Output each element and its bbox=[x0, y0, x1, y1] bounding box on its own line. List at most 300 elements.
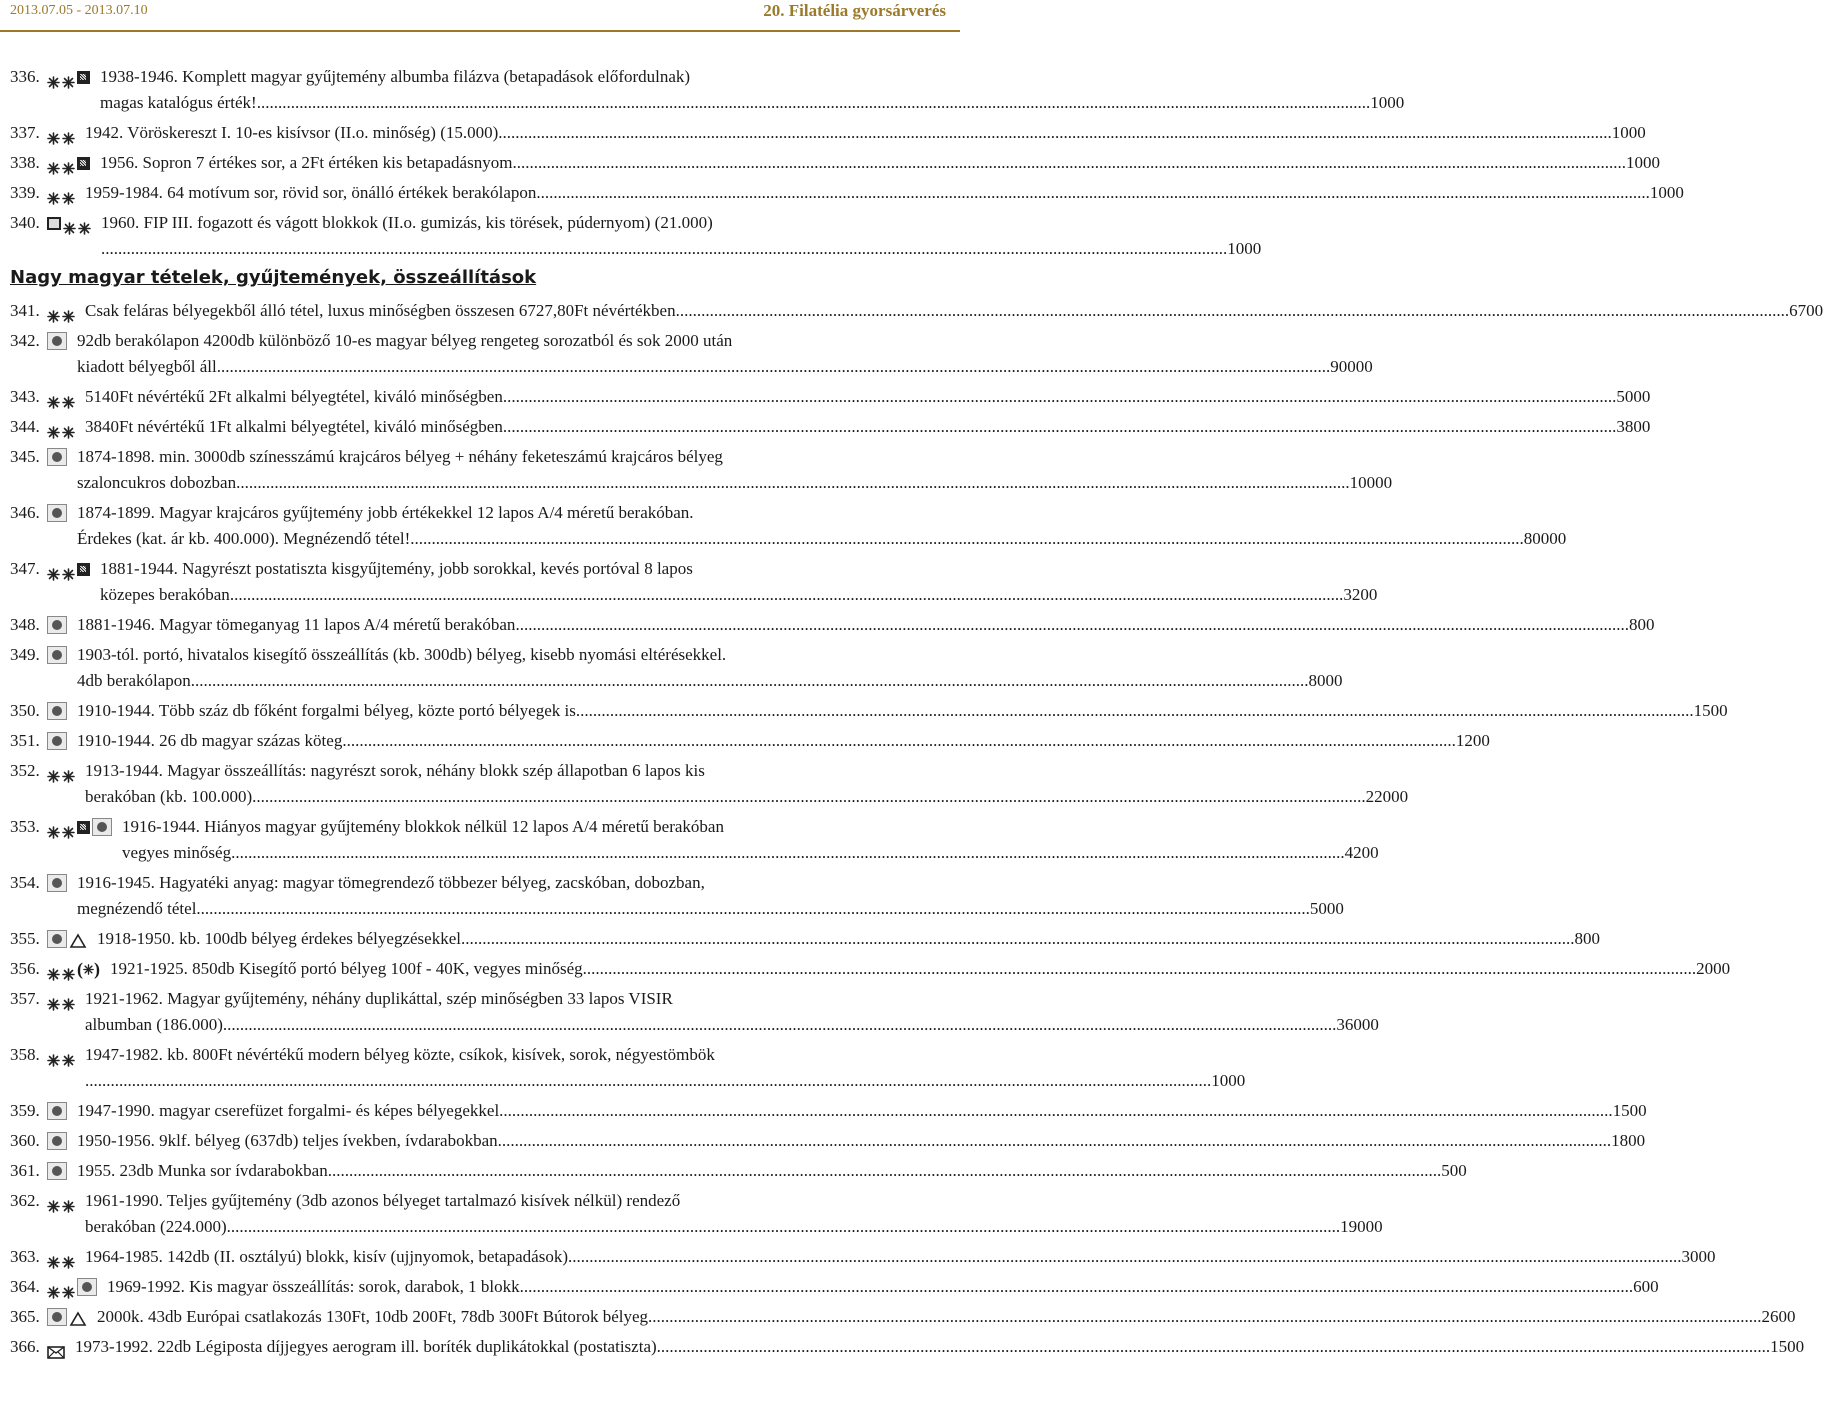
lot-entry bbox=[10, 814, 1379, 866]
description-line bbox=[85, 1188, 872, 1214]
lot-description bbox=[97, 926, 1600, 952]
lot-entry bbox=[10, 328, 1373, 380]
description-line bbox=[77, 354, 1373, 380]
mint-star-icon bbox=[47, 157, 60, 170]
dot-leader bbox=[342, 728, 1456, 754]
description-text: 1874-1898. min. 3000db színesszámú krajcáros bélyeg + néhány feketeszámú krajcáros bélyeg bbox=[77, 447, 723, 466]
starting-price: 500 bbox=[1441, 1161, 1467, 1180]
starting-price: 1000 bbox=[1625, 153, 1660, 172]
description-text: 1916-1944. Hiányos magyar gyűjtemény blokkok nélkül 12 lapos A/4 méretű berakóban bbox=[122, 817, 724, 836]
dot-leader bbox=[236, 470, 1350, 496]
mint-star-icon bbox=[62, 765, 75, 778]
mint-star-icon bbox=[47, 1195, 60, 1208]
starting-price: 5000 bbox=[1616, 387, 1651, 406]
condition-icons bbox=[47, 1274, 99, 1300]
description-line bbox=[77, 1158, 1467, 1184]
description-text: 1918-1950. kb. 100db bélyeg érdekes bélyegzésekkel bbox=[97, 929, 461, 948]
description-line bbox=[85, 384, 1651, 410]
dot-leader bbox=[195, 668, 1309, 694]
description-line bbox=[85, 414, 1651, 440]
lot-description bbox=[85, 180, 1684, 206]
condition-icons bbox=[47, 1098, 69, 1124]
description-text: szaloncukros dobozban bbox=[77, 473, 237, 492]
triangle-icon bbox=[69, 1309, 87, 1325]
lot-entry bbox=[10, 150, 1660, 176]
description-line bbox=[85, 1068, 1246, 1094]
lot-description bbox=[85, 384, 1651, 410]
mint-star-icon bbox=[47, 421, 60, 434]
description-text: 1956. Sopron 7 értékes sor, a 2Ft értéken kis betapadásnyom bbox=[100, 153, 513, 172]
mint-star-icon bbox=[62, 1195, 75, 1208]
condition-icons bbox=[47, 384, 77, 410]
description-text: 1903-tól. portó, hivatalos kisegítő összeállítás (kb. 300db) bélyeg, kisebb nyomási eltérésekkel. bbox=[77, 645, 727, 664]
mint-star-icon bbox=[47, 1281, 60, 1294]
description-line bbox=[77, 470, 1393, 496]
description-text: 2000k. 43db Európai csatlakozás 130Ft, 10db 200Ft, 78db 300Ft Bútorok bélyeg bbox=[97, 1307, 649, 1326]
envelope-icon bbox=[47, 1341, 65, 1354]
condition-icons bbox=[47, 642, 69, 668]
lot-number: 356. bbox=[10, 959, 40, 978]
lot-description bbox=[85, 986, 1379, 1038]
lot-number: 336. bbox=[10, 67, 40, 86]
description-text: 5140Ft névértékű 2Ft alkalmi bélyegtétel, kiváló minőségben bbox=[85, 387, 503, 406]
lot-description bbox=[75, 1334, 1805, 1360]
description-text: 1881-1946. Magyar tömeganyag 11 lapos A/4 méretű berakóban bbox=[77, 615, 516, 634]
description-line bbox=[77, 698, 1728, 724]
lot-number: 340. bbox=[10, 213, 40, 232]
used-stamp-icon bbox=[47, 646, 67, 664]
lot-number: 349. bbox=[10, 645, 40, 664]
condition-icons bbox=[47, 1158, 69, 1184]
description-text: ... bbox=[85, 1071, 98, 1090]
dot-leader bbox=[230, 582, 1344, 608]
starting-price: 2600 bbox=[1761, 1307, 1796, 1326]
used-stamp-icon bbox=[47, 1308, 67, 1326]
condition-icons bbox=[47, 150, 92, 176]
description-line bbox=[77, 642, 872, 668]
mint-star-icon bbox=[47, 563, 60, 576]
lot-description bbox=[77, 728, 1490, 754]
lot-number: 355. bbox=[10, 929, 40, 948]
lot-entry bbox=[10, 1128, 1646, 1154]
description-line bbox=[77, 668, 1343, 694]
lot-number: 350. bbox=[10, 701, 40, 720]
starting-price: 1200 bbox=[1455, 731, 1490, 750]
condition-icons bbox=[47, 1244, 77, 1270]
lot-number: 346. bbox=[10, 503, 40, 522]
dot-leader bbox=[657, 1334, 1771, 1360]
lot-number: 364. bbox=[10, 1277, 40, 1296]
starting-price: 19000 bbox=[1340, 1217, 1383, 1236]
description-line bbox=[77, 1098, 1647, 1124]
description-text: 1947-1990. magyar cserefüzet forgalmi- és képes bélyegekkel bbox=[77, 1101, 500, 1120]
lot-description bbox=[107, 1274, 1659, 1300]
lot-entry bbox=[10, 612, 1655, 638]
lot-list bbox=[10, 64, 1823, 1364]
used-stamp-icon bbox=[47, 1162, 67, 1180]
date-range: 2013.07.05 - 2013.07.10 bbox=[10, 3, 148, 18]
mint-star-icon bbox=[62, 821, 75, 834]
lot-number: 359. bbox=[10, 1101, 40, 1120]
description-line bbox=[77, 444, 872, 470]
description-text: 1910-1944. 26 db magyar százas köteg bbox=[77, 731, 343, 750]
description-line bbox=[85, 1042, 872, 1068]
mint-star-icon bbox=[47, 963, 60, 976]
description-line bbox=[97, 1304, 1796, 1330]
description-text: 1955. 23db Munka sor ívdarabokban bbox=[77, 1161, 328, 1180]
description-line bbox=[85, 1214, 1383, 1240]
description-text: 1969-1992. Kis magyar összeállítás: sorok, darabok, 1 blokk bbox=[107, 1277, 520, 1296]
description-text: albumban (186.000) bbox=[85, 1015, 223, 1034]
description-text: 1921-1962. Magyar gyűjtemény, néhány duplikáttal, szép minőségben 33 lapos VISIR bbox=[85, 989, 673, 1008]
description-line bbox=[77, 526, 1567, 552]
description-text: 1960. FIP III. fogazott és vágott blokkok (II.o. gumizás, kis törések, púdernyom) (21.000) bbox=[101, 213, 713, 232]
lot-entry bbox=[10, 210, 1262, 262]
triangle-icon bbox=[69, 931, 87, 947]
starting-price: 6700 bbox=[1789, 301, 1823, 320]
lot-number: 343. bbox=[10, 387, 40, 406]
mint-star-icon bbox=[62, 421, 75, 434]
starting-price: 10000 bbox=[1349, 473, 1393, 492]
used-stamp-icon bbox=[47, 616, 67, 634]
description-line bbox=[85, 758, 872, 784]
lot-number: 344. bbox=[10, 417, 40, 436]
hinged-box-icon bbox=[77, 157, 90, 170]
condition-icons bbox=[47, 1304, 89, 1330]
lot-number: 362. bbox=[10, 1191, 40, 1210]
mint-star-icon bbox=[62, 71, 75, 84]
lot-entry bbox=[10, 1158, 1467, 1184]
lot-entry bbox=[10, 444, 1393, 496]
starting-price: 8000 bbox=[1308, 671, 1343, 690]
starting-price: 22000 bbox=[1365, 787, 1409, 806]
dot-leader bbox=[568, 1244, 1682, 1270]
description-text: Csak feláras bélyegekből álló tétel, luxus minőségben összesen 6727,80Ft névértékben bbox=[85, 301, 676, 320]
description-line bbox=[100, 556, 872, 582]
header-divider bbox=[0, 30, 960, 32]
lot-description bbox=[97, 1304, 1796, 1330]
lot-description bbox=[101, 210, 1262, 262]
condition-icons bbox=[47, 926, 89, 952]
lot-number: 341. bbox=[10, 301, 40, 320]
starting-price: 3800 bbox=[1616, 417, 1651, 436]
dot-leader bbox=[498, 1128, 1612, 1154]
condition-icons bbox=[47, 814, 114, 840]
lot-entry bbox=[10, 180, 1684, 206]
lot-entry bbox=[10, 1098, 1647, 1124]
mint-star-icon bbox=[47, 1049, 60, 1062]
lot-number: 354. bbox=[10, 873, 40, 892]
dot-leader bbox=[512, 150, 1626, 176]
lot-description bbox=[122, 814, 1379, 866]
used-stamp-icon bbox=[47, 874, 67, 892]
mint-star-icon bbox=[63, 217, 76, 230]
dot-leader bbox=[648, 1304, 1762, 1330]
mint-star-icon bbox=[47, 187, 60, 200]
description-text: megnézendő tétel bbox=[77, 899, 197, 918]
mint-star-icon bbox=[62, 963, 75, 976]
description-line bbox=[75, 1334, 1805, 1360]
mint-star-icon bbox=[47, 71, 60, 84]
condition-icons bbox=[47, 956, 102, 982]
mint-star-icon bbox=[62, 391, 75, 404]
description-text: 4db berakólapon. bbox=[77, 671, 196, 690]
lot-number: 345. bbox=[10, 447, 40, 466]
description-text: 1961-1990. Teljes gyűjtemény (3db azonos bélyeget tartalmazó kisívek nélkül) rendező bbox=[85, 1191, 681, 1210]
lot-entry bbox=[10, 298, 1823, 324]
lot-description bbox=[77, 1158, 1467, 1184]
lot-description bbox=[110, 956, 1731, 982]
mint-star-icon bbox=[62, 305, 75, 318]
used-stamp-icon bbox=[47, 1132, 67, 1150]
condition-icons bbox=[47, 1128, 69, 1154]
section-heading: Nagy magyar tételek, gyűjtemények, összeállítások bbox=[10, 267, 537, 288]
dot-leader bbox=[328, 1158, 1442, 1184]
description-text: berakóban (224.000) bbox=[85, 1217, 227, 1236]
lot-number: 348. bbox=[10, 615, 40, 634]
description-text: 1910-1944. Több száz db főként forgalmi bélyeg, közte portó bélyegek is. bbox=[77, 701, 581, 720]
description-text: 1913-1944. Magyar összeállítás: nagyrészt sorok, néhány blokk szép állapotban 6 lapos kis bbox=[85, 761, 705, 780]
dot-leader bbox=[503, 384, 1617, 410]
hinged-box-icon bbox=[77, 821, 90, 834]
lot-description bbox=[77, 612, 1655, 638]
description-text: 1964-1985. 142db (II. osztályú) blokk, kisív (ujjnyomok, betapadások) bbox=[85, 1247, 569, 1266]
condition-icons bbox=[47, 728, 69, 754]
mint-star-icon bbox=[62, 993, 75, 1006]
lot-entry bbox=[10, 698, 1728, 724]
dot-leader bbox=[114, 236, 1228, 262]
description-text: kiadott bélyegből áll bbox=[77, 357, 217, 376]
description-text: 92db berakólapon 4200db különböző 10-es magyar bélyeg rengeteg sorozatból és sok 2000 után bbox=[77, 331, 733, 350]
lot-description bbox=[77, 1128, 1646, 1154]
lot-entry bbox=[10, 414, 1651, 440]
lot-description bbox=[85, 758, 1409, 810]
dot-leader bbox=[580, 698, 1694, 724]
lot-description bbox=[85, 414, 1651, 440]
used-stamp-icon bbox=[47, 332, 67, 350]
lot-entry bbox=[10, 1244, 1716, 1270]
lot-description bbox=[77, 500, 1567, 552]
dot-leader bbox=[227, 1214, 1341, 1240]
condition-icons bbox=[47, 64, 92, 90]
description-line bbox=[85, 180, 1684, 206]
lot-entry bbox=[10, 956, 1731, 982]
dot-leader bbox=[196, 896, 1310, 922]
description-text: ... bbox=[101, 239, 114, 258]
starting-price: 2000 bbox=[1696, 959, 1731, 978]
mint-star-icon bbox=[47, 1251, 60, 1264]
dot-leader bbox=[503, 414, 1617, 440]
lot-entry bbox=[10, 642, 1343, 694]
starting-price: 1000 bbox=[1370, 93, 1405, 112]
hinged-box-icon bbox=[77, 563, 90, 576]
lot-entry bbox=[10, 986, 1379, 1038]
lot-number: 366. bbox=[10, 1337, 40, 1356]
condition-icons bbox=[47, 1334, 67, 1360]
condition-icons bbox=[47, 120, 77, 146]
description-line bbox=[77, 728, 1490, 754]
condition-icons bbox=[47, 870, 69, 896]
starting-price: 4200 bbox=[1344, 843, 1379, 862]
description-line bbox=[77, 1128, 1646, 1154]
used-stamp-icon bbox=[47, 504, 67, 522]
dot-leader bbox=[98, 1068, 1212, 1094]
lot-entry bbox=[10, 1188, 1383, 1240]
mint-star-icon bbox=[62, 1251, 75, 1264]
lot-number: 352. bbox=[10, 761, 40, 780]
mint-star-icon bbox=[62, 1281, 75, 1294]
lot-entry bbox=[10, 120, 1646, 146]
condition-icons bbox=[47, 444, 69, 470]
description-line bbox=[85, 120, 1646, 146]
lot-number: 365. bbox=[10, 1307, 40, 1326]
mint-star-icon bbox=[47, 993, 60, 1006]
description-line bbox=[85, 986, 872, 1012]
dot-leader bbox=[676, 298, 1790, 324]
mint-star-icon bbox=[62, 187, 75, 200]
description-line bbox=[101, 236, 1262, 262]
starting-price: 1000 bbox=[1611, 123, 1646, 142]
lot-number: 358. bbox=[10, 1045, 40, 1064]
condition-icons bbox=[47, 1042, 77, 1068]
mint-star-icon bbox=[62, 157, 75, 170]
starting-price: 1000 bbox=[1227, 239, 1262, 258]
description-line bbox=[107, 1274, 1659, 1300]
dot-leader bbox=[410, 526, 1524, 552]
description-line bbox=[85, 298, 1823, 324]
starting-price: 1000 bbox=[1649, 183, 1684, 202]
lot-description bbox=[77, 1098, 1647, 1124]
used-stamp-icon bbox=[92, 818, 112, 836]
lot-number: 361. bbox=[10, 1161, 40, 1180]
description-text: 1921-1925. 850db Kisegítő portó bélyeg 100f - 40K, vegyes minőség bbox=[110, 959, 583, 978]
starting-price: 36000 bbox=[1336, 1015, 1379, 1034]
lot-number: 342. bbox=[10, 331, 40, 350]
description-line bbox=[77, 896, 1344, 922]
condition-icons bbox=[47, 1188, 77, 1214]
dot-leader bbox=[536, 180, 1650, 206]
lot-description bbox=[77, 444, 1393, 496]
lot-description bbox=[85, 1244, 1716, 1270]
mint-star-icon bbox=[47, 391, 60, 404]
lot-number: 353. bbox=[10, 817, 40, 836]
description-line bbox=[97, 926, 1600, 952]
condition-icons bbox=[47, 414, 77, 440]
dot-leader bbox=[499, 1098, 1613, 1124]
starting-price: 1500 bbox=[1693, 701, 1728, 720]
description-text: 1942. Vöröskereszt I. 10-es kisívsor (II.o. minőség) (15.000) bbox=[85, 123, 499, 142]
lot-entry bbox=[10, 1304, 1796, 1330]
used-stamp-icon bbox=[47, 1102, 67, 1120]
dot-leader bbox=[217, 354, 1331, 380]
description-line bbox=[100, 582, 1378, 608]
description-line bbox=[122, 814, 872, 840]
lot-description bbox=[100, 150, 1660, 176]
condition-icons bbox=[47, 298, 77, 324]
starting-price: 1800 bbox=[1611, 1131, 1646, 1150]
mint-star-icon bbox=[62, 1049, 75, 1062]
dot-leader bbox=[520, 1274, 1634, 1300]
starting-price: 1000 bbox=[1211, 1071, 1246, 1090]
condition-icons bbox=[47, 210, 93, 236]
description-text: 1973-1992. 22db Légiposta díjjegyes aerogram ill. boríték duplikátokkal (postatiszta) bbox=[75, 1337, 657, 1356]
description-line bbox=[100, 90, 1405, 116]
lot-description bbox=[77, 642, 1343, 694]
lot-description bbox=[85, 1188, 1383, 1240]
description-text: 1874-1899. Magyar krajcáros gyűjtemény jobb értékekkel 12 lapos A/4 méretű berakóban. bbox=[77, 503, 694, 522]
description-line bbox=[77, 870, 872, 896]
condition-icons bbox=[47, 986, 77, 1012]
description-text: 1938-1946. Komplett magyar gyűjtemény albumba filázva (betapadások előfordulnak) bbox=[100, 67, 691, 86]
lot-entry bbox=[10, 1042, 1246, 1094]
dot-leader bbox=[461, 926, 1575, 952]
mint-star-icon bbox=[62, 563, 75, 576]
hinged-box-icon bbox=[77, 71, 90, 84]
starting-price: 600 bbox=[1633, 1277, 1659, 1296]
description-text: 1881-1944. Nagyrészt postatiszta kisgyűjtemény, jobb sorokkal, kevés portóval 8 lapos bbox=[100, 559, 693, 578]
condition-icons bbox=[47, 758, 77, 784]
souvenir-block-icon bbox=[47, 217, 61, 230]
starting-price: 90000 bbox=[1330, 357, 1373, 376]
lot-description bbox=[77, 870, 1344, 922]
description-line bbox=[85, 784, 1409, 810]
lot-description bbox=[85, 1042, 1246, 1094]
description-text: magas katalógus érték! bbox=[100, 93, 257, 112]
no-gum-star-icon: ( ) bbox=[77, 959, 100, 979]
condition-icons bbox=[47, 698, 69, 724]
dot-leader bbox=[498, 120, 1612, 146]
mint-star-icon bbox=[47, 127, 60, 140]
lot-entry bbox=[10, 758, 1409, 810]
condition-icons bbox=[47, 328, 69, 354]
description-line bbox=[122, 840, 1379, 866]
dot-leader bbox=[231, 840, 1345, 866]
starting-price: 1500 bbox=[1770, 1337, 1805, 1356]
used-stamp-icon bbox=[47, 930, 67, 948]
dot-leader bbox=[515, 612, 1629, 638]
dot-leader bbox=[583, 956, 1697, 982]
lot-entry bbox=[10, 64, 1405, 116]
starting-price: 1500 bbox=[1612, 1101, 1647, 1120]
description-text: berakóban (kb. 100.000) bbox=[85, 787, 253, 806]
lot-entry bbox=[10, 556, 1378, 608]
lot-description bbox=[85, 298, 1823, 324]
condition-icons bbox=[47, 180, 77, 206]
description-text: 3840Ft névértékű 1Ft alkalmi bélyegtétel, kiváló minőségben bbox=[85, 417, 503, 436]
page-header bbox=[0, 0, 960, 30]
lot-entry bbox=[10, 500, 1567, 552]
lot-number: 347. bbox=[10, 559, 40, 578]
lot-entry bbox=[10, 384, 1651, 410]
description-text: Érdekes (kat. ár kb. 400.000). Megnézendő tétel! bbox=[77, 529, 411, 548]
lot-description bbox=[100, 64, 1405, 116]
condition-icons bbox=[47, 612, 69, 638]
mint-star-icon bbox=[47, 305, 60, 318]
description-line bbox=[100, 150, 1660, 176]
dot-leader bbox=[223, 1012, 1337, 1038]
starting-price: 80000 bbox=[1523, 529, 1567, 548]
starting-price: 800 bbox=[1574, 929, 1600, 948]
mint-star-icon bbox=[47, 821, 60, 834]
used-stamp-icon bbox=[77, 1278, 97, 1296]
used-stamp-icon bbox=[47, 448, 67, 466]
description-line bbox=[85, 1244, 1716, 1270]
description-line bbox=[85, 1012, 1379, 1038]
starting-price: 3000 bbox=[1681, 1247, 1716, 1266]
lot-description bbox=[77, 328, 1373, 380]
description-text: 1959-1984. 64 motívum sor, rövid sor, önálló értékek berakólapon bbox=[85, 183, 537, 202]
lot-entry bbox=[10, 1334, 1805, 1360]
